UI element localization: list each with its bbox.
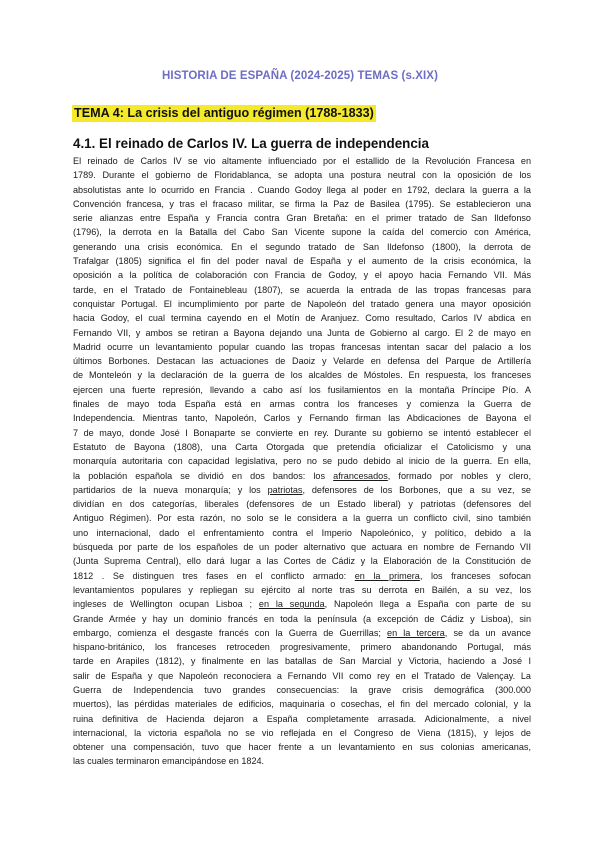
text-line xyxy=(73,497,531,511)
text-line xyxy=(73,697,531,711)
text-line xyxy=(73,526,531,540)
text-line xyxy=(73,483,531,497)
text-line xyxy=(73,540,531,554)
text-run: tarde, en el Tratado de Fontainebleau (1807), se acuerda la entrada de las tropas francesas para xyxy=(73,284,531,295)
text-line xyxy=(73,597,531,611)
document-header: HISTORIA DE ESPAÑA (2024-2025) TEMAS (s.XIX) xyxy=(162,70,438,82)
text-line xyxy=(73,197,531,211)
text-run: monarquía autoritaria con capacidad legislativa, pero no se pudo debido al inicio de la guerra. En ella, xyxy=(73,456,531,467)
text-line xyxy=(73,354,531,368)
text-run: 1812 . Se distinguen tres fases en el conflicto armado: xyxy=(73,570,355,581)
text-line xyxy=(73,569,531,583)
text-line xyxy=(73,183,531,197)
text-run: la población española se dividió en dos bandos: los xyxy=(73,470,334,481)
text-line xyxy=(73,669,531,683)
text-line xyxy=(73,683,531,697)
text-run: últimos Borbones. Destacan las actuaciones de Daoiz y Velarde en defensa del Parque de Artillería xyxy=(73,356,531,367)
text-line xyxy=(73,397,531,411)
text-line xyxy=(73,612,531,626)
text-run: hispano-británico, los franceses retroceden progresivamente, primero abandonando Portugal, más xyxy=(73,642,531,653)
text-run: partidarios de la nueva monarquía; y los xyxy=(73,484,268,495)
text-run: levantamientos populares y repliegan su ejército al norte tras su derrota en Bailén, a su vez, los xyxy=(73,584,531,595)
text-line xyxy=(73,740,531,754)
text-line xyxy=(73,754,531,768)
text-run: las cuales terminaron emancipándose en 1824. xyxy=(73,756,265,767)
tema-title: TEMA 4: La crisis del antiguo régimen (1788-1833) xyxy=(74,106,374,120)
text-line xyxy=(73,712,531,726)
text-line xyxy=(73,225,531,239)
text-run: serie alianzas entre España y Francia contra Gran Bretaña: en el primer tratado de San Ildefonso xyxy=(73,213,531,224)
text-run: absolutistas ante lo ocurrido en Francia . Cuando Godoy llega al poder en 1792, declara la guerra a la xyxy=(73,184,531,195)
text-line xyxy=(73,469,531,483)
text-run: 1789. Durante el gobierno de Floridablanca, se adopta una postura neutral con la oposición de los xyxy=(73,170,531,181)
text-run: hacia Godoy, el cual termina cayendo en el Motín de Aranjuez. Como resultado, Carlos IV abdica en xyxy=(73,313,531,324)
text-line xyxy=(73,268,531,282)
text-line xyxy=(73,168,531,182)
text-run: Antiguo Régimen). Por esta razón, no solo se le considera a la guerra un conflicto civil, sino también xyxy=(73,513,531,524)
text-run: (1796), la derrota en la Batalla del Cabo San Vicente supone la caída del comercio con América, xyxy=(73,227,531,238)
section-title: 4.1. El reinado de Carlos IV. La guerra de independencia xyxy=(73,136,429,151)
text-line xyxy=(73,311,531,325)
text-line xyxy=(73,297,531,311)
text-run: Grande Armée y hay un dominio francés en toda la península (a excepción de Cádiz y Lisboa), sin xyxy=(73,613,531,624)
underlined-term: en la primera xyxy=(354,570,420,581)
text-run: dividían en dos categorías, liberales (defensores de un Estado liberal) y patriotas (defensores del xyxy=(73,499,531,510)
text-line xyxy=(73,340,531,354)
text-run: Fernando VII, y ambos se retiran a Bayona dejando una Junta de Gobierno al cargo. El 2 de mayo en xyxy=(73,327,531,338)
text-line xyxy=(73,554,531,568)
text-run: Independencia. Mientras tanto, Napoleón, Carlos y Fernando firman las Abdicaciones de Bayona el xyxy=(73,413,531,424)
text-run: finales de mayo toda España está en armas contra los franceses y comienza la Guerra de xyxy=(73,399,531,410)
text-line xyxy=(73,640,531,654)
text-run: embargo, comienza el desgaste francés con la Guerra de Guerrillas; xyxy=(73,627,388,638)
text-line xyxy=(73,583,531,597)
text-run: búsqueda por parte de los españoles de un poder alternativo que actuara en nombre de Fernando VII xyxy=(73,542,531,553)
text-run: Convención francesa, y tras el fracaso militar, se firma la Paz de Basilea (1795). Se establecieron una xyxy=(73,198,531,209)
text-line xyxy=(73,368,531,382)
text-line xyxy=(73,326,531,340)
body-paragraph xyxy=(73,154,531,769)
text-line xyxy=(73,454,531,468)
text-line xyxy=(73,626,531,640)
text-line xyxy=(73,383,531,397)
text-run: , formado por nobles y clero, xyxy=(387,470,531,481)
text-line xyxy=(73,654,531,668)
text-run: ruina definitiva de Hacienda dejaron a España completamente arrasada. Adicionalmente, a nivel xyxy=(73,713,531,724)
text-run: , se da un avance xyxy=(444,627,531,638)
text-run: oposición a la política de colaboración con Francia de Godoy, y el apoyo hacia Fernando VII. Más xyxy=(73,270,531,281)
text-run: tarde en Arapiles (1812), y finalmente en las batallas de San Marcial y Victoria, haciendo a José I xyxy=(73,656,531,667)
text-run: uno internacional, dado el enfrentamiento contra el Imperio Napoleónico, y político, debido a la xyxy=(73,527,531,538)
text-line xyxy=(73,283,531,297)
underlined-term: en la segunda xyxy=(258,599,325,610)
text-line xyxy=(73,726,531,740)
text-run: El reinado de Carlos IV se vio altamente influenciado por el estallido de la Revolución Francesa en xyxy=(73,156,531,166)
text-line xyxy=(73,411,531,425)
text-line xyxy=(73,440,531,454)
text-run: Trafalgar (1805) significa el fin del poder naval de España y el aumento de la crisis económica, la xyxy=(73,256,531,267)
text-run: Madrid ocurre un levantamiento popular cuando las tropas francesas intentan sacar del palacio a los xyxy=(73,341,531,352)
text-run: , los franceses sofocan xyxy=(419,570,531,581)
text-run: (Junta Suprema Central), ello dará lugar a las Cortes de Cádiz y la Elaboración de la Constitución de xyxy=(73,556,531,567)
underlined-term: afrancesados xyxy=(333,470,388,481)
text-run: Guerra de Independencia tuvo grandes consecuencias: la grave crisis demográfica (300.000 xyxy=(73,684,531,695)
text-run: obtener una compensación, tuvo que hacer frente a un levantamiento en sus colonias americanas, xyxy=(73,742,531,753)
text-line xyxy=(73,426,531,440)
text-run: conquistar Portugal. El incumplimiento por parte de Napoleón del tratado genera una mayor oposición xyxy=(73,298,531,309)
text-line xyxy=(73,211,531,225)
text-run: muertos), las pérdidas materiales de edificios, maquinaria o cosechas, el fin del mercado colonial, y la xyxy=(73,699,531,710)
underlined-term: patriotas xyxy=(267,484,303,495)
text-run: ejercen una fuerte represión, llevando a cabo así los fusilamientos en la montaña Príncipe Pío. A xyxy=(73,384,531,395)
text-run: internacional, la victoria española no se vio reflejada en el Congreso de Viena (1815), y lejos de xyxy=(73,727,531,738)
text-run: 7 de mayo, donde José I Bonaparte se convierte en rey. Durante su gobierno se intentó establecer el xyxy=(73,427,531,438)
text-line xyxy=(73,154,531,168)
text-line xyxy=(73,511,531,525)
underlined-term: en la tercera xyxy=(387,627,445,638)
text-run: , defensores de los Borbones, que a su vez, se xyxy=(302,484,531,495)
text-run: generando una crisis económica. En el segundo tratado de San Ildefonso (1800), la derrota de xyxy=(73,241,531,252)
text-run: , Napoleón llega a España con parte de su xyxy=(324,599,531,610)
text-run: de Monteleón y la declaración de la guerra de los alcaldes de Móstoles. En respuesta, los franceses xyxy=(73,370,531,381)
text-run: salir de España y que Napoleón reconociera a Fernando VII como rey en el Tratado de Valençay. La xyxy=(73,670,531,681)
text-run: Estatuto de Bayona (1808), una Carta Otorgada que pretendía oficializar el Catolicismo y una xyxy=(73,441,531,452)
text-line xyxy=(73,254,531,268)
text-run: ingleses de Wellington ocupan Lisboa ; xyxy=(73,599,259,610)
text-line xyxy=(73,240,531,254)
